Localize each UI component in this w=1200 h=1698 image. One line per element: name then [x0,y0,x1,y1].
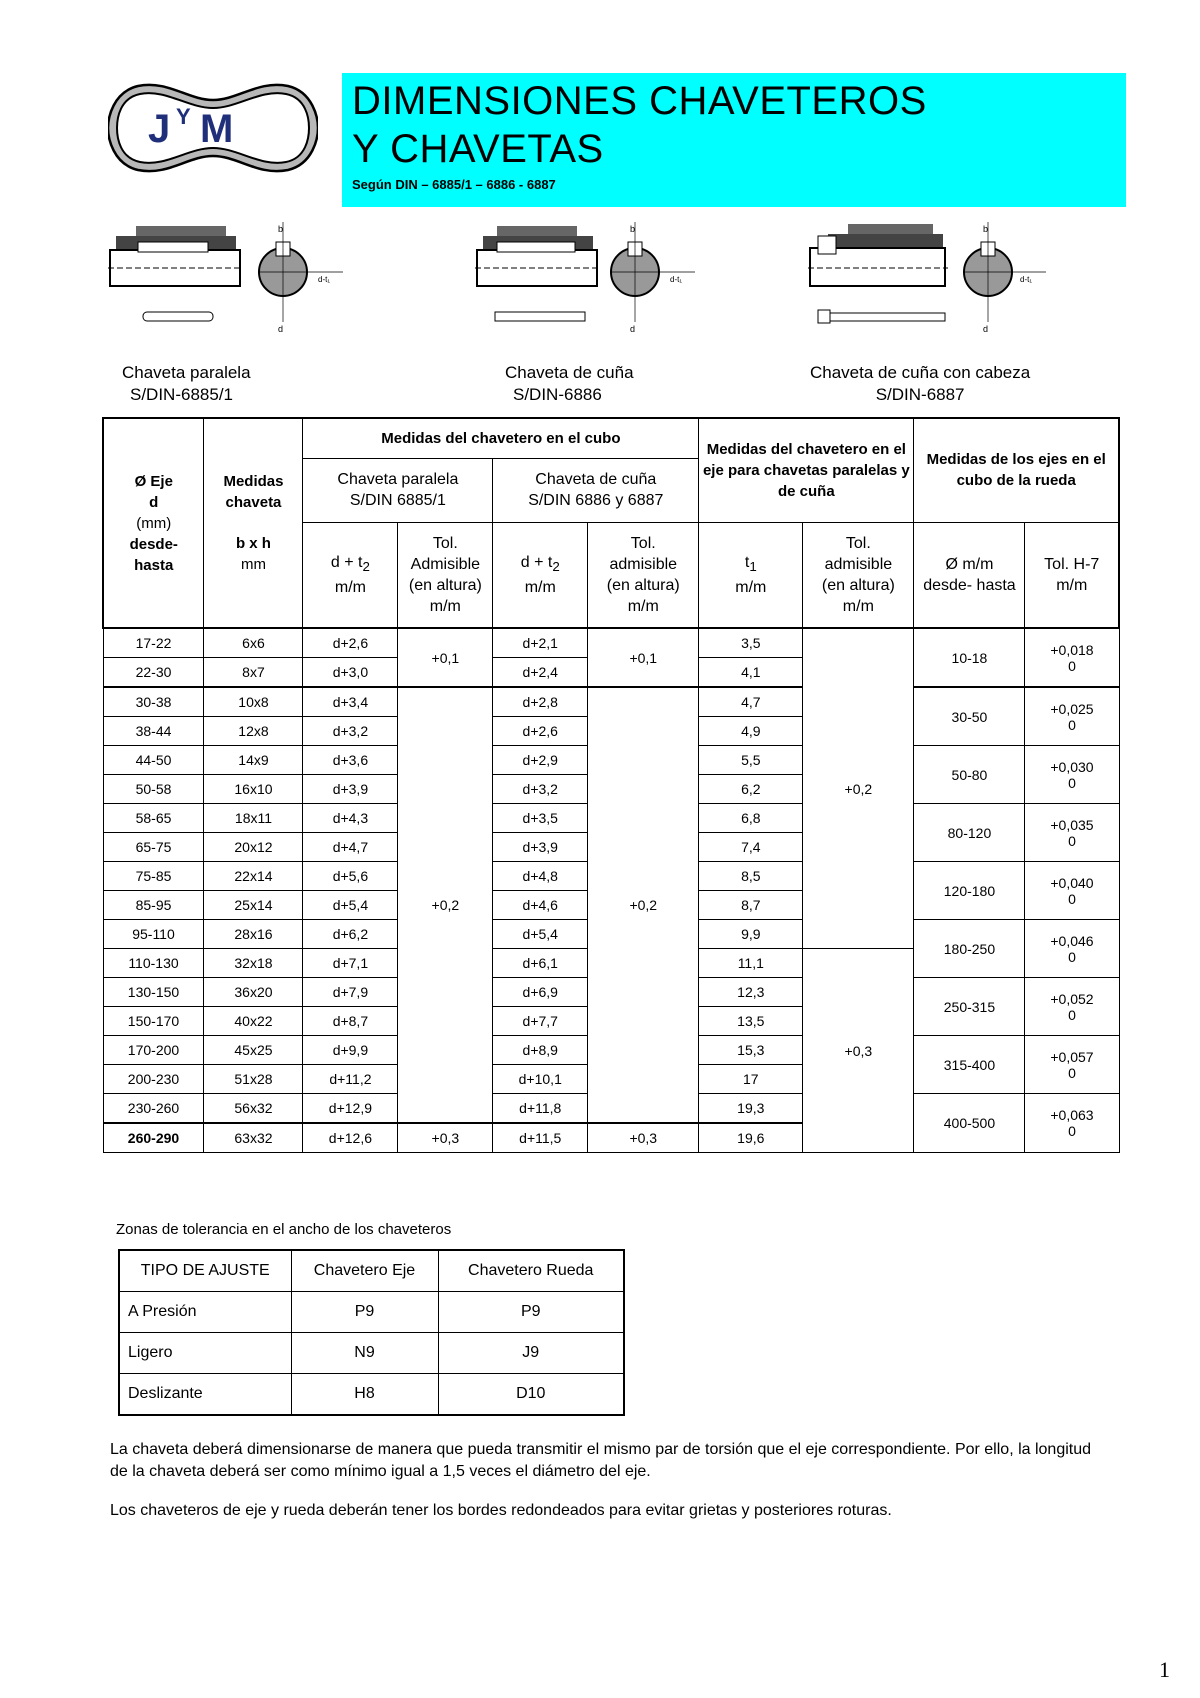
hub-depth-taper-cell: d+8,9 [493,1036,588,1065]
parallel-key-diagram [108,222,348,337]
h7-tol-zero: 0 [1068,716,1076,733]
key-size-cell: 28x16 [204,920,303,949]
t1-cell: 11,1 [699,949,803,978]
h7-tol-zero: 0 [1068,948,1076,965]
header-shaft-diameter: Ø Eje d (mm) desde- hasta [103,418,204,628]
h7-tol-zero: 0 [1068,832,1076,849]
svg-text:M: M [200,107,234,151]
h7-tol-cell [1025,978,1119,1036]
t1-cell: 17 [699,1065,803,1094]
diagram-caption-taper: Chaveta de cuña S/DIN-6886 [505,363,634,404]
hub-keyway-tol: D10 [438,1374,624,1416]
tolerance-header: Chavetero Rueda [438,1250,624,1292]
header-tol-parallel: Tol. Admisible (en altura) m/m [398,522,493,628]
keyway-dimensions-table [102,417,1120,1153]
hub-depth-parallel-cell: d+3,0 [303,658,398,688]
h7-tol-cell [1025,1094,1119,1153]
shaft-range-cell: 58-65 [103,804,204,833]
tolerance-row [119,1374,624,1416]
svg-text:d-t₁: d-t₁ [1020,275,1033,284]
tol-taper-cell: +0,3 [588,1123,699,1153]
hub-depth-taper-cell: d+2,8 [493,687,588,717]
t1-cell: 15,3 [699,1036,803,1065]
tol-parallel-cell: +0,1 [398,628,493,687]
shaft-keyway-tol: P9 [291,1292,438,1333]
shaft-range-cell: 230-260 [103,1094,204,1124]
h7-tol-value: +0,035 [1050,816,1094,833]
key-size-cell: 10x8 [204,687,303,717]
h7-range-cell: 400-500 [914,1094,1025,1153]
header-tol-t1: Tol. admisible (en altura) m/m [803,522,914,628]
gib-head-key-diagram [808,222,1048,337]
hub-depth-taper-cell: d+2,1 [493,628,588,658]
h7-tol-value: +0,040 [1050,874,1094,891]
hub-depth-taper-cell: d+3,2 [493,775,588,804]
t1-cell: 13,5 [699,1007,803,1036]
jym-logo [108,78,318,178]
t1-cell: 19,6 [699,1123,803,1153]
h7-tol-value: +0,030 [1050,758,1094,775]
h7-tol-value: +0,046 [1050,932,1094,949]
hub-depth-parallel-cell: d+5,6 [303,862,398,891]
fit-type: Ligero [119,1333,291,1374]
header-d-t2-parallel: $d + t_2$ m/m [303,522,398,628]
hub-depth-parallel-cell: d+7,9 [303,978,398,1007]
svg-text:d: d [278,324,284,334]
h7-tol-zero: 0 [1068,774,1076,791]
header-key-size: Medidas chaveta b x h mm [204,418,303,628]
svg-text:d-t₁: d-t₁ [670,275,683,284]
t1-cell: 6,8 [699,804,803,833]
hub-depth-taper-cell: d+2,9 [493,746,588,775]
h7-tol-value: +0,057 [1050,1048,1094,1065]
t1-cell: 4,7 [699,687,803,717]
tolerance-header-row [119,1250,624,1292]
h7-range-cell: 30-50 [914,687,1025,746]
shaft-range-cell: 260-290 [103,1123,204,1153]
hub-depth-parallel-cell: d+3,9 [303,775,398,804]
svg-text:b: b [278,224,284,234]
shaft-range-cell: 170-200 [103,1036,204,1065]
shaft-range-cell: 75-85 [103,862,204,891]
t1-cell: 12,3 [699,978,803,1007]
hub-depth-taper-cell: d+7,7 [493,1007,588,1036]
hub-depth-taper-cell: d+6,1 [493,949,588,978]
header-tol-taper: Tol. admisible (en altura) m/m [588,522,699,628]
shaft-range-cell: 95-110 [103,920,204,949]
h7-tol-value: +0,018 [1050,641,1094,658]
tolerance-header: TIPO DE AJUSTE [119,1250,291,1292]
hub-depth-parallel-cell: d+8,7 [303,1007,398,1036]
page-title: DIMENSIONES CHAVETEROS [352,79,927,123]
hub-depth-parallel-cell: d+11,2 [303,1065,398,1094]
hub-depth-parallel-cell: d+2,6 [303,628,398,658]
key-size-cell: 20x12 [204,833,303,862]
tol-parallel-cell: +0,3 [398,1123,493,1153]
hub-depth-parallel-cell: d+6,2 [303,920,398,949]
h7-tol-cell [1025,862,1119,920]
key-size-cell: 56x32 [204,1094,303,1124]
hub-depth-taper-cell: d+4,8 [493,862,588,891]
svg-text:b: b [983,224,989,234]
header-d-t2-taper: $d + t_2$ m/m [493,522,588,628]
note-paragraph-2: Los chaveteros de eje y rueda deberán tener los bordes redondeados para evitar grietas y posteriores roturas. [110,1502,892,1519]
h7-tol-value: +0,052 [1050,990,1094,1007]
hub-depth-taper-cell: d+10,1 [493,1065,588,1094]
key-size-cell: 6x6 [204,628,303,658]
fit-type: A Presión [119,1292,291,1333]
page-number: 1 [1159,1657,1170,1682]
t1-cell: 9,9 [699,920,803,949]
tolerance-row [119,1292,624,1333]
hub-depth-parallel-cell: d+3,6 [303,746,398,775]
hub-depth-parallel-cell: d+7,1 [303,949,398,978]
shaft-range-cell: 110-130 [103,949,204,978]
svg-text:d-t₁: d-t₁ [318,275,331,284]
shaft-range-cell: 150-170 [103,1007,204,1036]
tol-taper-cell: +0,2 [588,687,699,1123]
t1-cell: 4,9 [699,717,803,746]
svg-text:d: d [983,324,989,334]
tol-t1-cell: +0,3 [803,949,914,1153]
tol-t1-cell: +0,2 [803,628,914,949]
h7-tol-cell [1025,687,1119,746]
hub-depth-taper-cell: d+3,9 [493,833,588,862]
hub-depth-parallel-cell: d+12,6 [303,1123,398,1153]
svg-text:d: d [630,324,636,334]
tolerance-caption: Zonas de tolerancia en el ancho de los chaveteros [116,1221,452,1238]
shaft-range-cell: 30-38 [103,687,204,717]
hub-keyway-tol: J9 [438,1333,624,1374]
header-parallel-key: Chaveta paralela S/DIN 6885/1 [303,458,493,522]
t1-cell: 4,1 [699,658,803,688]
page-subtitle: Según DIN – 6885/1 – 6886 - 6887 [352,177,556,192]
svg-text:J: J [148,107,171,151]
diagram-caption-gib-head: Chaveta de cuña con cabeza S/DIN-6887 [810,363,1031,404]
shaft-keyway-tol: H8 [291,1374,438,1416]
hub-depth-taper-cell: d+2,6 [493,717,588,746]
header-shaft-keyway: Medidas del chavetero en el eje para chavetas paralelas y de cuña [699,418,914,522]
h7-tol-zero: 0 [1068,890,1076,907]
note-paragraph-1: La chaveta deberá dimensionarse de manera que pueda transmitir el mismo par de torsión que el eje correspondiente. Por ello, la longitud de la chaveta deberá ser como mínimo igual a 1,5 veces el diámetro del eje. [110,1441,1092,1480]
h7-range-cell: 120-180 [914,862,1025,920]
header-diameter-range: Ø m/m desde- hasta [914,522,1025,628]
tolerance-table [118,1249,625,1416]
hub-depth-parallel-cell: d+12,9 [303,1094,398,1124]
key-size-cell: 18x11 [204,804,303,833]
key-size-cell: 36x20 [204,978,303,1007]
shaft-range-cell: 85-95 [103,891,204,920]
header-hub-keyway: Medidas del chavetero en el cubo [303,418,699,458]
hub-depth-taper-cell: d+5,4 [493,920,588,949]
hub-depth-parallel-cell: d+4,3 [303,804,398,833]
hub-depth-taper-cell: d+11,5 [493,1123,588,1153]
tolerance-row [119,1333,624,1374]
shaft-range-cell: 200-230 [103,1065,204,1094]
header-tol-h7: Tol. H-7 m/m [1025,522,1119,628]
h7-range-cell: 250-315 [914,978,1025,1036]
header-hub-shaft-sizes: Medidas de los ejes en el cubo de la rueda [914,418,1119,522]
table-row [103,628,1119,658]
h7-tol-cell [1025,1036,1119,1094]
tolerance-header: Chavetero Eje [291,1250,438,1292]
key-size-cell: 12x8 [204,717,303,746]
tol-parallel-cell: +0,2 [398,687,493,1123]
hub-depth-parallel-cell: d+5,4 [303,891,398,920]
hub-depth-taper-cell: d+2,4 [493,658,588,688]
keyway-table-body [103,628,1119,1153]
title-banner [342,73,1126,207]
h7-range-cell: 10-18 [914,628,1025,687]
svg-text:b: b [630,224,636,234]
hub-depth-parallel-cell: d+9,9 [303,1036,398,1065]
taper-key-diagram [475,222,715,337]
h7-range-cell: 80-120 [914,804,1025,862]
h7-tol-zero: 0 [1068,657,1076,674]
key-size-cell: 25x14 [204,891,303,920]
tol-taper-cell: +0,1 [588,628,699,687]
shaft-range-cell: 65-75 [103,833,204,862]
h7-tol-cell [1025,804,1119,862]
t1-cell: 19,3 [699,1094,803,1124]
t1-cell: 6,2 [699,775,803,804]
shaft-range-cell: 22-30 [103,658,204,688]
svg-text:Y: Y [176,104,191,129]
key-size-cell: 40x22 [204,1007,303,1036]
h7-tol-zero: 0 [1068,1064,1076,1081]
h7-tol-cell [1025,746,1119,804]
hub-depth-taper-cell: d+4,6 [493,891,588,920]
h7-tol-value: +0,063 [1050,1107,1094,1123]
key-size-cell: 32x18 [204,949,303,978]
fit-type: Deslizante [119,1374,291,1416]
h7-tol-cell [1025,920,1119,978]
shaft-keyway-tol: N9 [291,1333,438,1374]
shaft-range-cell: 38-44 [103,717,204,746]
h7-tol-cell [1025,628,1119,687]
h7-tol-zero: 0 [1068,1006,1076,1023]
header-t1: $t_1$ m/m [699,522,803,628]
h7-range-cell: 315-400 [914,1036,1025,1094]
h7-tol-value: +0,025 [1050,700,1094,717]
diagram-caption-parallel: Chaveta paralela S/DIN-6885/1 [122,363,251,404]
h7-range-cell: 50-80 [914,746,1025,804]
hub-depth-taper-cell: d+6,9 [493,978,588,1007]
shaft-range-cell: 44-50 [103,746,204,775]
h7-tol-zero: 0 [1068,1123,1076,1139]
key-size-cell: 14x9 [204,746,303,775]
t1-cell: 8,7 [699,891,803,920]
hub-depth-parallel-cell: d+4,7 [303,833,398,862]
t1-cell: 8,5 [699,862,803,891]
key-size-cell: 16x10 [204,775,303,804]
hub-keyway-tol: P9 [438,1292,624,1333]
hub-depth-parallel-cell: d+3,2 [303,717,398,746]
key-size-cell: 63x32 [204,1123,303,1153]
t1-cell: 3,5 [699,628,803,658]
table-row [103,687,1119,717]
shaft-range-cell: 50-58 [103,775,204,804]
t1-cell: 5,5 [699,746,803,775]
page-title-line2: Y CHAVETAS [352,127,604,171]
key-size-cell: 51x28 [204,1065,303,1094]
h7-range-cell: 180-250 [914,920,1025,978]
hub-depth-taper-cell: d+3,5 [493,804,588,833]
shaft-range-cell: 17-22 [103,628,204,658]
header-taper-key: Chaveta de cuña S/DIN 6886 y 6887 [493,458,699,522]
hub-depth-taper-cell: d+11,8 [493,1094,588,1124]
key-size-cell: 22x14 [204,862,303,891]
shaft-range-cell: 130-150 [103,978,204,1007]
key-size-cell: 45x25 [204,1036,303,1065]
key-size-cell: 8x7 [204,658,303,688]
t1-cell: 7,4 [699,833,803,862]
hub-depth-parallel-cell: d+3,4 [303,687,398,717]
